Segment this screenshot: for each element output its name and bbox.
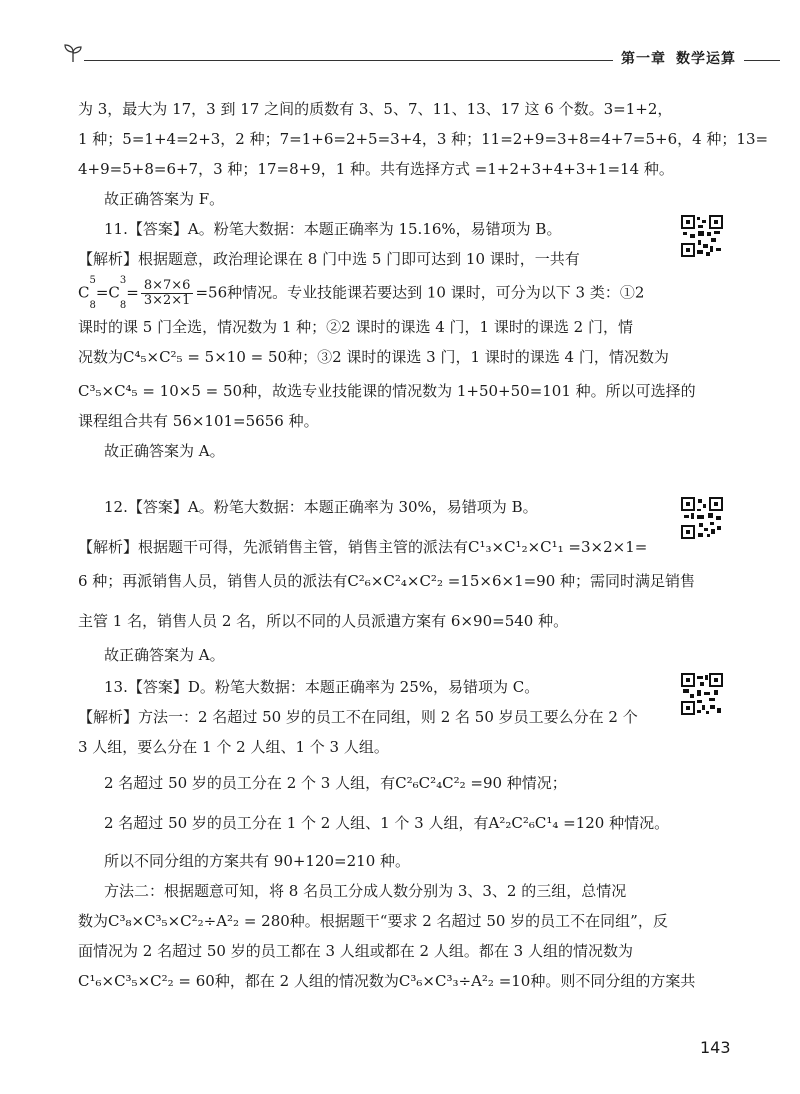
qr-code-icon[interactable] — [680, 496, 724, 540]
q13-analysis-line: 【解析】方法一：2 名超过 50 岁的员工不在同组，则 2 名 50 岁员工要么分在 2 个 — [78, 708, 638, 726]
q11-analysis-line: 课时的课 5 门全选，情况数为 1 种；②2 课时的课选 4 门，1 课时的课选 2 门，情 — [78, 318, 633, 336]
chapter-title — [613, 48, 744, 68]
page-number: 143 — [700, 1038, 731, 1057]
q13-answer-header: 13.【答案】D。粉笔大数据：本题正确率为 25%，易错项为 C。 — [104, 678, 540, 696]
qr-code-icon[interactable] — [680, 214, 724, 258]
answer-line: 故正确答案为 F。 — [104, 190, 225, 208]
chapter-name: 数学运算 — [676, 51, 736, 67]
q13-analysis-line: 所以不同分组的方案共有 90+120=210 种。 — [104, 852, 411, 870]
q11-analysis-line: 【解析】根据题意，政治理论课在 8 门中选 5 门即可达到 10 课时，一共有 — [78, 250, 580, 268]
q11-analysis-line: 况数为C⁴₅×C²₅ = 5×10 = 50种；③2 课时的课选 3 门，1 课时的课选 4 门，情况数为 — [78, 348, 669, 366]
text-line: 为 3，最大为 17，3 到 17 之间的质数有 3、5、7、11、13、17 这 6 个数。3=1+2， — [78, 100, 673, 118]
q11-analysis-line: 课程组合共有 56×101=5656 种。 — [78, 412, 319, 430]
answer-line: 故正确答案为 A。 — [104, 442, 225, 460]
page-header — [62, 40, 780, 70]
q11-answer-header: 11.【答案】A。粉笔大数据：本题正确率为 15.16%，易错项为 B。 — [104, 220, 562, 238]
qr-code-icon[interactable] — [680, 672, 724, 716]
fraction: $\frac{8\times 7\times 6}{3\times 2\times 1}$ — [141, 279, 194, 309]
q11-formula-line: $C^5$ $_8=C^3$ $_8$= $\frac{8\times 7\times 6}{3\times 2\times 1}$ =56种情况。专业技能课若要达到 10 课时，可分为以下 3 类：①2 — [78, 275, 645, 311]
q12-analysis-line: 【解析】根据题干可得，先派销售主管，销售主管的派法有C¹₃×C¹₂×C¹₁ =3×2×1= — [78, 538, 648, 556]
q13-analysis-line: 3 人组，要么分在 1 个 2 人组、1 个 3 人组。 — [78, 738, 389, 756]
q13-method2-line: 数为C³₈×C³₅×C²₂÷A²₂ = 280种。根据题干“要求 2 名超过 50 岁的员工不在同组”，反 — [78, 912, 668, 930]
q12-answer-header: 12.【答案】A。粉笔大数据：本题正确率为 30%，易错项为 B。 — [104, 498, 538, 516]
text-line: 4+9=5+8=6+7，3 种；17=8+9，1 种。共有选择方式 =1+2+3+4+3+1=14 种。 — [78, 160, 674, 178]
sprout-icon — [62, 42, 84, 64]
q13-analysis-line: 2 名超过 50 岁的员工分在 1 个 2 人组、1 个 3 人组，有A²₂C²₆C¹₄ =120 种情况。 — [104, 814, 670, 832]
q13-method2-line: 方法二：根据题意可知，将 8 名员工分成人数分别为 3、3、2 的三组，总情况 — [104, 882, 627, 900]
q11-analysis-line: C³₅×C⁴₅ = 10×5 = 50种，故选专业技能课的情况数为 1+50+50=101 种。所以可选择的 — [78, 382, 696, 400]
q12-analysis-line: 主管 1 名，销售人员 2 名，所以不同的人员派遣方案有 6×90=540 种。 — [78, 612, 569, 630]
text-line: 1 种；5=1+4=2+3，2 种；7=1+6=2+5=3+4，3 种；11=2+9=3+8=4+7=5+6，4 种；13= — [78, 130, 769, 148]
q13-analysis-line: 2 名超过 50 岁的员工分在 2 个 3 人组，有C²₆C²₄C²₂ =90 种情况； — [104, 774, 567, 792]
q13-method2-line: 面情况为 2 名超过 50 岁的员工都在 3 人组或都在 2 人组。都在 3 人组的情况数为 — [78, 942, 633, 960]
chapter-number: 第一章 — [621, 51, 666, 67]
answer-line: 故正确答案为 A。 — [104, 646, 225, 664]
q12-analysis-line: 6 种；再派销售人员，销售人员的派法有C²₆×C²₄×C²₂ =15×6×1=90 种；需同时满足销售 — [78, 572, 696, 590]
q13-method2-line: C¹₆×C³₅×C²₂ = 60种，都在 2 人组的情况数为C³₆×C³₃÷A²₂ =10种。则不同分组的方案共 — [78, 972, 696, 990]
